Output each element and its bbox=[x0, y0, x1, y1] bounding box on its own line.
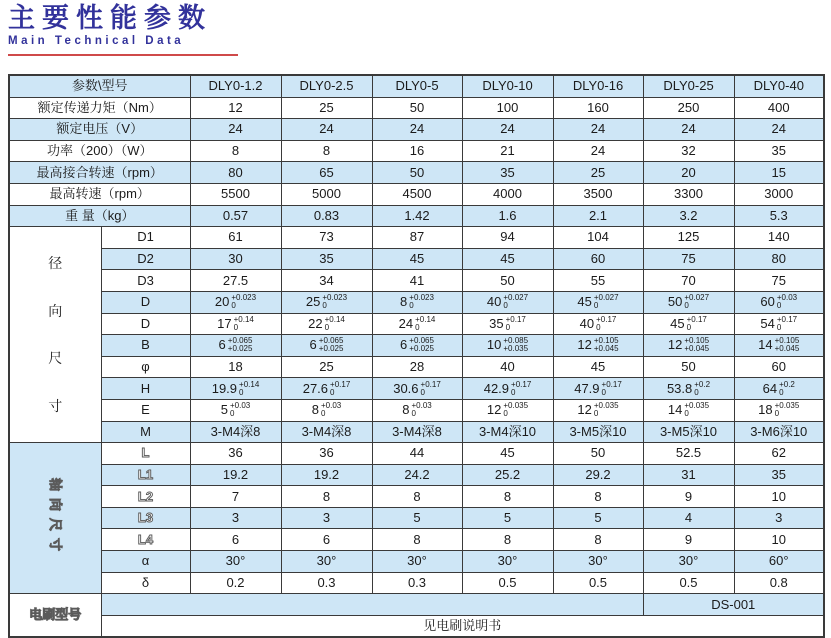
value-cell: 3 bbox=[734, 507, 824, 529]
value-cell: 64 +0.2 0 bbox=[734, 378, 824, 400]
title-underline bbox=[8, 54, 238, 56]
value-cell: 52.5 bbox=[643, 443, 734, 465]
value-cell: 4000 bbox=[462, 183, 553, 205]
value-cell: 9 bbox=[643, 529, 734, 551]
value-cell: 10 +0.085 +0.035 bbox=[462, 335, 553, 357]
value-cell: 400 bbox=[734, 97, 824, 119]
value-cell: 35 bbox=[281, 248, 372, 270]
value-cell: 6 +0.065 +0.025 bbox=[281, 335, 372, 357]
value-cell: 50 bbox=[553, 443, 643, 465]
value-cell: 25 bbox=[281, 97, 372, 119]
value-cell: 6 bbox=[190, 529, 281, 551]
value-cell: 30° bbox=[372, 551, 462, 573]
corner-header-cell: 参数\型号 bbox=[9, 75, 190, 97]
value-cell: 30° bbox=[462, 551, 553, 573]
value-cell: 8 bbox=[553, 529, 643, 551]
value-cell: 94 bbox=[462, 227, 553, 249]
value-cell: 8 bbox=[281, 486, 372, 508]
value-cell: 10 bbox=[734, 486, 824, 508]
value-cell: 40 bbox=[462, 356, 553, 378]
value-cell: 1.42 bbox=[372, 205, 462, 227]
value-cell: 40 +0.17 0 bbox=[553, 313, 643, 335]
value-cell: 36 bbox=[190, 443, 281, 465]
value-cell: 50 +0.027 0 bbox=[643, 291, 734, 313]
dim-label-cell: L3 bbox=[101, 507, 190, 529]
model-header-cell: DLY0-10 bbox=[462, 75, 553, 97]
value-cell: 8 bbox=[462, 486, 553, 508]
model-header-cell: DLY0-16 bbox=[553, 75, 643, 97]
value-cell: 140 bbox=[734, 227, 824, 249]
value-cell: 50 bbox=[643, 356, 734, 378]
param-label-cell: 最高接合转速（rpm） bbox=[9, 162, 190, 184]
value-cell: 104 bbox=[553, 227, 643, 249]
value-cell: 25 bbox=[553, 162, 643, 184]
value-cell: 30° bbox=[190, 551, 281, 573]
value-cell: 3 bbox=[190, 507, 281, 529]
value-cell: 5500 bbox=[190, 183, 281, 205]
value-cell: 12 +0.105 +0.045 bbox=[553, 335, 643, 357]
value-cell: 3-M4深8 bbox=[372, 421, 462, 443]
dim-label-cell: D2 bbox=[101, 248, 190, 270]
dim-label-cell: L bbox=[101, 443, 190, 465]
value-cell: 6 +0.065 +0.025 bbox=[190, 335, 281, 357]
value-cell: 160 bbox=[553, 97, 643, 119]
dim-label-cell: D bbox=[101, 291, 190, 313]
value-cell: 53.8 +0.2 0 bbox=[643, 378, 734, 400]
value-cell: 1.6 bbox=[462, 205, 553, 227]
value-cell: 8 +0.03 0 bbox=[281, 399, 372, 421]
value-cell: 73 bbox=[281, 227, 372, 249]
dim-label-cell: B bbox=[101, 335, 190, 357]
value-cell: 5 +0.03 0 bbox=[190, 399, 281, 421]
value-cell: 3.2 bbox=[643, 205, 734, 227]
value-cell: 41 bbox=[372, 270, 462, 292]
value-cell: 3-M4深8 bbox=[190, 421, 281, 443]
value-cell: 80 bbox=[734, 248, 824, 270]
value-cell: 7 bbox=[190, 486, 281, 508]
value-cell: 42.9 +0.17 0 bbox=[462, 378, 553, 400]
dim-label-cell: L4 bbox=[101, 529, 190, 551]
value-cell: 12 +0.105 +0.045 bbox=[643, 335, 734, 357]
value-cell: 29.2 bbox=[553, 464, 643, 486]
value-cell: 24 bbox=[734, 119, 824, 141]
value-cell: 125 bbox=[643, 227, 734, 249]
value-cell: 6 +0.065 +0.025 bbox=[372, 335, 462, 357]
value-cell: 250 bbox=[643, 97, 734, 119]
value-cell: 8 bbox=[190, 140, 281, 162]
value-cell: 8 bbox=[372, 529, 462, 551]
value-cell: 87 bbox=[372, 227, 462, 249]
value-cell: 0.57 bbox=[190, 205, 281, 227]
value-cell: 50 bbox=[372, 97, 462, 119]
group-label-radial: 径 向 尺 寸 bbox=[9, 227, 101, 443]
value-cell: 8 +0.023 0 bbox=[372, 291, 462, 313]
value-cell: 24 bbox=[462, 119, 553, 141]
value-cell: 3-M5深10 bbox=[553, 421, 643, 443]
value-cell: 12 +0.035 0 bbox=[462, 399, 553, 421]
value-cell: 9 bbox=[643, 486, 734, 508]
param-label-cell: 额定传递力矩（Nm） bbox=[9, 97, 190, 119]
group-label-brush: 电刷型号 bbox=[9, 594, 101, 638]
param-label-cell: 额定电压（V） bbox=[9, 119, 190, 141]
value-cell: 60° bbox=[734, 551, 824, 573]
value-cell: 3 bbox=[281, 507, 372, 529]
dim-label-cell: D bbox=[101, 313, 190, 335]
value-cell: 19.2 bbox=[190, 464, 281, 486]
value-cell: 32 bbox=[643, 140, 734, 162]
value-cell: 70 bbox=[643, 270, 734, 292]
dim-label-cell: φ bbox=[101, 356, 190, 378]
value-cell: 75 bbox=[734, 270, 824, 292]
value-cell: 25 +0.023 0 bbox=[281, 291, 372, 313]
value-cell: 40 +0.027 0 bbox=[462, 291, 553, 313]
value-cell: 50 bbox=[372, 162, 462, 184]
value-cell: 60 +0.03 0 bbox=[734, 291, 824, 313]
spec-table-wrap bbox=[8, 74, 825, 638]
value-cell: 36 bbox=[281, 443, 372, 465]
value-cell: 62 bbox=[734, 443, 824, 465]
value-cell: 24 bbox=[372, 119, 462, 141]
value-cell: 24 bbox=[190, 119, 281, 141]
value-cell: 0.3 bbox=[281, 572, 372, 594]
value-cell: 60 bbox=[734, 356, 824, 378]
value-cell: 12 +0.035 0 bbox=[553, 399, 643, 421]
group-label-axial: 轴向尺寸 bbox=[9, 443, 101, 594]
value-cell: 65 bbox=[281, 162, 372, 184]
value-cell: 30° bbox=[553, 551, 643, 573]
brush-blank-cell bbox=[101, 594, 643, 616]
value-cell: 8 bbox=[462, 529, 553, 551]
value-cell: 54 +0.17 0 bbox=[734, 313, 824, 335]
value-cell: 24 +0.14 0 bbox=[372, 313, 462, 335]
model-header-cell: DLY0-2.5 bbox=[281, 75, 372, 97]
dim-label-cell: E bbox=[101, 399, 190, 421]
value-cell: 80 bbox=[190, 162, 281, 184]
value-cell: 100 bbox=[462, 97, 553, 119]
value-cell: 55 bbox=[553, 270, 643, 292]
value-cell: 24.2 bbox=[372, 464, 462, 486]
value-cell: 8 bbox=[372, 486, 462, 508]
value-cell: 47.9 +0.17 0 bbox=[553, 378, 643, 400]
dim-label-cell: α bbox=[101, 551, 190, 573]
value-cell: 0.5 bbox=[553, 572, 643, 594]
value-cell: 45 +0.17 0 bbox=[643, 313, 734, 335]
value-cell: 61 bbox=[190, 227, 281, 249]
value-cell: 17 +0.14 0 bbox=[190, 313, 281, 335]
value-cell: 15 bbox=[734, 162, 824, 184]
value-cell: 34 bbox=[281, 270, 372, 292]
model-header-cell: DLY0-5 bbox=[372, 75, 462, 97]
dim-label-cell: M bbox=[101, 421, 190, 443]
value-cell: 19.2 bbox=[281, 464, 372, 486]
value-cell: 25 bbox=[281, 356, 372, 378]
model-header-cell: DLY0-25 bbox=[643, 75, 734, 97]
value-cell: 44 bbox=[372, 443, 462, 465]
value-cell: 22 +0.14 0 bbox=[281, 313, 372, 335]
value-cell: 3-M4深8 bbox=[281, 421, 372, 443]
value-cell: 31 bbox=[643, 464, 734, 486]
value-cell: 25.2 bbox=[462, 464, 553, 486]
value-cell: 30.6 +0.17 0 bbox=[372, 378, 462, 400]
param-label-cell: 最高转速（rpm） bbox=[9, 183, 190, 205]
value-cell: 24 bbox=[643, 119, 734, 141]
page-title: 主要性能参数 bbox=[8, 3, 212, 33]
value-cell: 27.5 bbox=[190, 270, 281, 292]
param-label-cell: 重 量（kg） bbox=[9, 205, 190, 227]
value-cell: 3000 bbox=[734, 183, 824, 205]
value-cell: 8 bbox=[281, 140, 372, 162]
value-cell: 0.3 bbox=[372, 572, 462, 594]
value-cell: 3-M6深10 bbox=[734, 421, 824, 443]
value-cell: 6 bbox=[281, 529, 372, 551]
dim-label-cell: D3 bbox=[101, 270, 190, 292]
value-cell: 35 bbox=[734, 140, 824, 162]
brush-note-cell: 见电刷说明书 bbox=[101, 615, 824, 637]
value-cell: 5 bbox=[553, 507, 643, 529]
value-cell: 0.8 bbox=[734, 572, 824, 594]
model-header-cell: DLY0-40 bbox=[734, 75, 824, 97]
page-subtitle: Main Technical Data bbox=[8, 35, 185, 47]
value-cell: 18 bbox=[190, 356, 281, 378]
value-cell: 3500 bbox=[553, 183, 643, 205]
value-cell: 24 bbox=[281, 119, 372, 141]
value-cell: 30° bbox=[281, 551, 372, 573]
value-cell: 0.5 bbox=[462, 572, 553, 594]
value-cell: 10 bbox=[734, 529, 824, 551]
value-cell: 19.9 +0.14 0 bbox=[190, 378, 281, 400]
value-cell: 5000 bbox=[281, 183, 372, 205]
value-cell: 45 bbox=[462, 443, 553, 465]
dim-label-cell: D1 bbox=[101, 227, 190, 249]
value-cell: 50 bbox=[462, 270, 553, 292]
value-cell: 8 bbox=[553, 486, 643, 508]
spec-table bbox=[8, 74, 825, 638]
model-header-cell: DLY0-1.2 bbox=[190, 75, 281, 97]
value-cell: 5 bbox=[462, 507, 553, 529]
brush-model-cell: DS-001 bbox=[643, 594, 824, 616]
value-cell: 4 bbox=[643, 507, 734, 529]
title-block bbox=[8, 2, 238, 56]
value-cell: 18 +0.035 0 bbox=[734, 399, 824, 421]
value-cell: 0.5 bbox=[643, 572, 734, 594]
value-cell: 16 bbox=[372, 140, 462, 162]
dim-label-cell: L1 bbox=[101, 464, 190, 486]
value-cell: 4500 bbox=[372, 183, 462, 205]
value-cell: 60 bbox=[553, 248, 643, 270]
value-cell: 12 bbox=[190, 97, 281, 119]
value-cell: 2.1 bbox=[553, 205, 643, 227]
value-cell: 28 bbox=[372, 356, 462, 378]
value-cell: 3300 bbox=[643, 183, 734, 205]
value-cell: 20 +0.023 0 bbox=[190, 291, 281, 313]
value-cell: 24 bbox=[553, 119, 643, 141]
value-cell: 21 bbox=[462, 140, 553, 162]
value-cell: 35 +0.17 0 bbox=[462, 313, 553, 335]
value-cell: 20 bbox=[643, 162, 734, 184]
value-cell: 14 +0.035 0 bbox=[643, 399, 734, 421]
value-cell: 5.3 bbox=[734, 205, 824, 227]
value-cell: 3-M5深10 bbox=[643, 421, 734, 443]
value-cell: 30° bbox=[643, 551, 734, 573]
value-cell: 35 bbox=[462, 162, 553, 184]
value-cell: 8 +0.03 0 bbox=[372, 399, 462, 421]
value-cell: 45 +0.027 0 bbox=[553, 291, 643, 313]
value-cell: 75 bbox=[643, 248, 734, 270]
dim-label-cell: H bbox=[101, 378, 190, 400]
dim-label-cell: L2 bbox=[101, 486, 190, 508]
value-cell: 0.83 bbox=[281, 205, 372, 227]
value-cell: 45 bbox=[553, 356, 643, 378]
value-cell: 30 bbox=[190, 248, 281, 270]
value-cell: 3-M4深10 bbox=[462, 421, 553, 443]
value-cell: 35 bbox=[734, 464, 824, 486]
dim-label-cell: δ bbox=[101, 572, 190, 594]
value-cell: 14 +0.105 +0.045 bbox=[734, 335, 824, 357]
value-cell: 5 bbox=[372, 507, 462, 529]
param-label-cell: 功率（200）（W） bbox=[9, 140, 190, 162]
value-cell: 45 bbox=[462, 248, 553, 270]
value-cell: 45 bbox=[372, 248, 462, 270]
value-cell: 27.6 +0.17 0 bbox=[281, 378, 372, 400]
value-cell: 0.2 bbox=[190, 572, 281, 594]
value-cell: 24 bbox=[553, 140, 643, 162]
